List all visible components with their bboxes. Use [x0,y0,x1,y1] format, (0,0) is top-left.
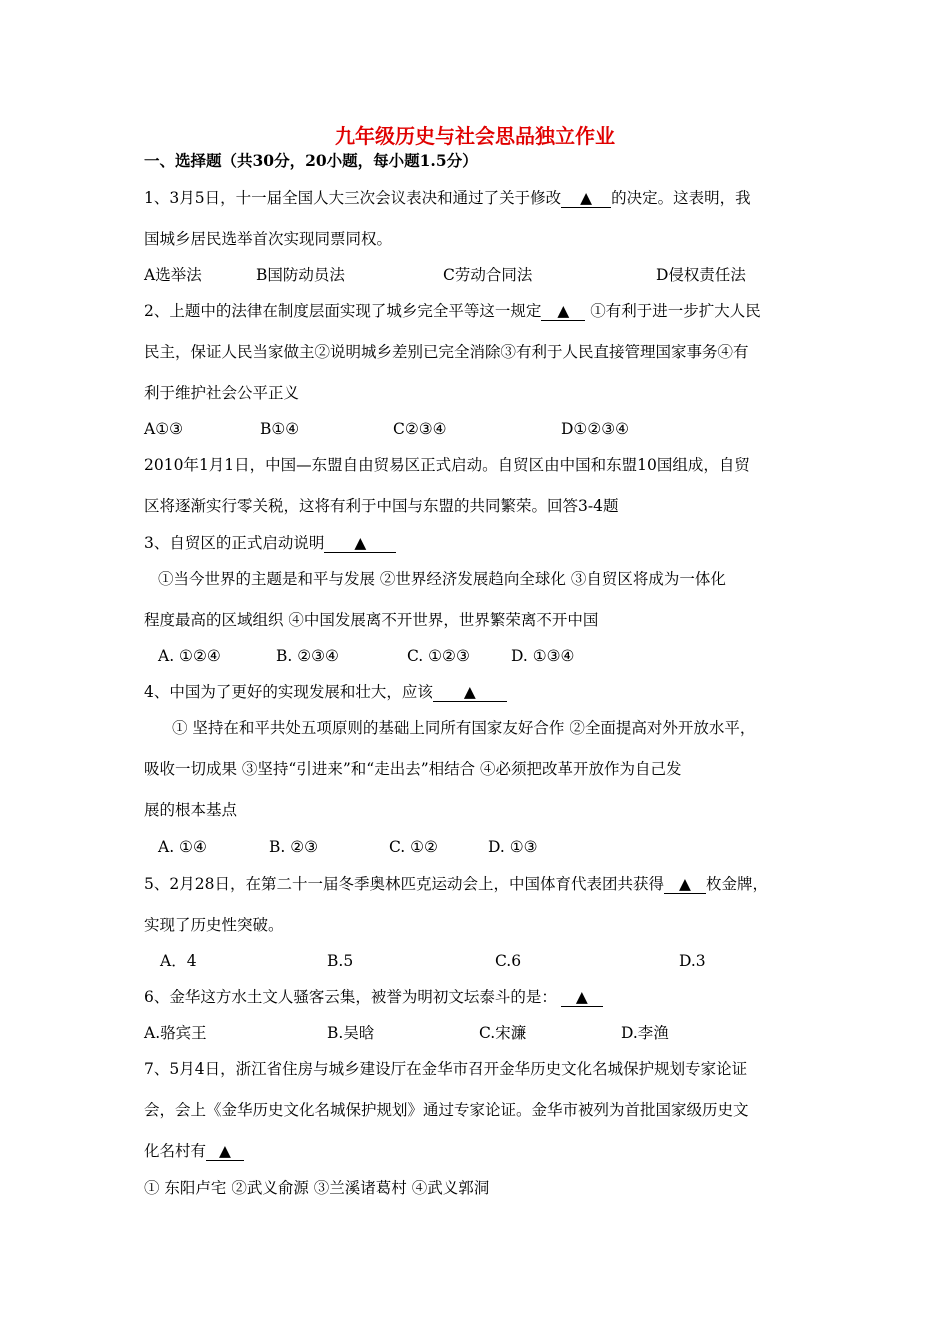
question-text: 枚金牌， [705,875,768,893]
question-7-line-1: 7、5月4日，浙江省住房与城乡建设厅在金华市召开金华历史文化名城保护规划专家论证 [144,1060,748,1078]
option-d[interactable]: D.3 [679,952,706,970]
answer-blank[interactable] [324,534,396,553]
option-d[interactable]: D.李渔 [621,1024,669,1042]
answer-blank[interactable] [206,1142,244,1161]
option-a[interactable]: A．4 [160,952,197,970]
triangle-mark-icon: ▲ [575,988,588,1006]
context-line-1: 2010年1月1日，中国—东盟自由贸易区正式启动。自贸区由中国和东盟10国组成，自贸 [144,456,750,474]
option-c[interactable]: C②③④ [393,420,447,438]
question-6-options [0,1022,950,1044]
question-text: 化名村有 [144,1142,207,1160]
option-a[interactable]: A. ①④ [158,838,207,856]
answer-blank[interactable] [664,875,706,894]
option-a[interactable]: A. ①②④ [158,647,221,665]
option-b[interactable]: B①④ [260,420,300,438]
option-d[interactable]: D侵权责任法 [656,266,746,284]
question-5-line-1 [144,873,768,895]
triangle-mark-icon: ▲ [678,875,691,893]
question-6-line-1 [144,986,603,1008]
question-text: 5、2月28日，在第二十一届冬季奥林匹克运动会上，中国体育代表团共获得 [144,875,664,893]
question-5-options [0,950,950,972]
triangle-mark-icon: ▲ [580,189,593,207]
question-7-line-3 [144,1140,244,1162]
option-b[interactable]: B.5 [327,952,354,970]
question-text: 4、中国为了更好的实现发展和壮大，应该 [144,683,433,701]
question-text: 1、3月5日，十一届全国人大三次会议表决和通过了关于修改 [144,189,562,207]
answer-blank[interactable] [561,189,611,208]
question-1-line-2: 国城乡居民选举首次实现同票同权。 [144,230,393,248]
option-c[interactable]: C.6 [495,952,522,970]
question-1-line-1 [144,187,751,209]
question-3-line-2: ①当今世界的主题是和平与发展 ②世界经济发展趋向全球化 ③自贸区将成为一体化 [158,570,726,588]
question-4-line-1 [144,681,507,703]
question-3-line-3: 程度最高的区域组织 ④中国发展离不开世界，世界繁荣离不开中国 [144,611,599,629]
question-2-line-2: 民主，保证人民当家做主②说明城乡差别已完全消除③有利于人民直接管理国家事务④有 [144,343,749,361]
option-d[interactable]: D. ①③④ [511,647,575,665]
option-b[interactable]: B国防动员法 [256,266,345,284]
question-text: 3、自贸区的正式启动说明 [144,534,325,552]
question-text: 2、上题中的法律在制度层面实现了城乡完全平等这一规定 [144,302,542,320]
answer-blank[interactable] [541,302,585,321]
question-2-options [0,418,950,440]
question-3-options [0,645,950,667]
option-c[interactable]: C.宋濂 [479,1024,527,1042]
option-b[interactable]: B. ②③④ [276,647,339,665]
option-d[interactable]: D. ①③ [488,838,538,856]
question-5-line-2: 实现了历史性突破。 [144,916,284,934]
triangle-mark-icon: ▲ [557,302,570,320]
triangle-mark-icon: ▲ [463,683,476,701]
answer-blank[interactable] [561,988,603,1007]
option-a[interactable]: A选举法 [144,266,202,284]
option-a[interactable]: A①③ [144,420,183,438]
option-b[interactable]: B.吴晗 [327,1024,375,1042]
option-b[interactable]: B. ②③ [269,838,319,856]
question-3-line-1 [144,532,396,554]
question-text: 的决定。这表明，我 [611,189,751,207]
triangle-mark-icon: ▲ [354,534,367,552]
question-text: 6、金华这方水土文人骚客云集，被誉为明初文坛泰斗的是： [144,988,557,1006]
page-title: 九年级历史与社会思品独立作业 [335,124,615,148]
question-text: ①有利于进一步扩大人民 [585,302,761,320]
option-c[interactable]: C劳动合同法 [443,266,533,284]
option-c[interactable]: C. ①②③ [407,647,470,665]
option-a[interactable]: A.骆宾王 [144,1024,207,1042]
question-4-line-3: 吸收一切成果 ③坚持“引进来”和“走出去”相结合 ④必须把改革开放作为自己发 [144,760,682,778]
question-7-line-4: ① 东阳卢宅 ②武义俞源 ③兰溪诸葛村 ④武义郭洞 [144,1179,490,1197]
question-2-line-3: 利于维护社会公平正义 [144,384,300,402]
question-7-line-2: 会，会上《金华历史文化名城保护规划》通过专家论证。金华市被列为首批国家级历史文 [144,1101,749,1119]
answer-blank[interactable] [433,683,507,702]
triangle-mark-icon: ▲ [219,1142,231,1160]
question-4-line-4: 展的根本基点 [144,801,238,819]
question-2-line-1 [144,300,761,322]
option-c[interactable]: C. ①② [389,838,438,856]
option-d[interactable]: D①②③④ [561,420,630,438]
question-4-options [0,836,950,858]
section-heading: 一、选择题（共30分，20小题，每小题1.5分） [144,151,478,170]
question-1-options [0,264,950,286]
question-4-line-2: ① 坚持在和平共处五项原则的基础上同所有国家友好合作 ②全面提高对外开放水平， [172,719,756,737]
context-line-2: 区将逐渐实行零关税，这将有利于中国与东盟的共同繁荣。回答3-4题 [144,497,619,515]
